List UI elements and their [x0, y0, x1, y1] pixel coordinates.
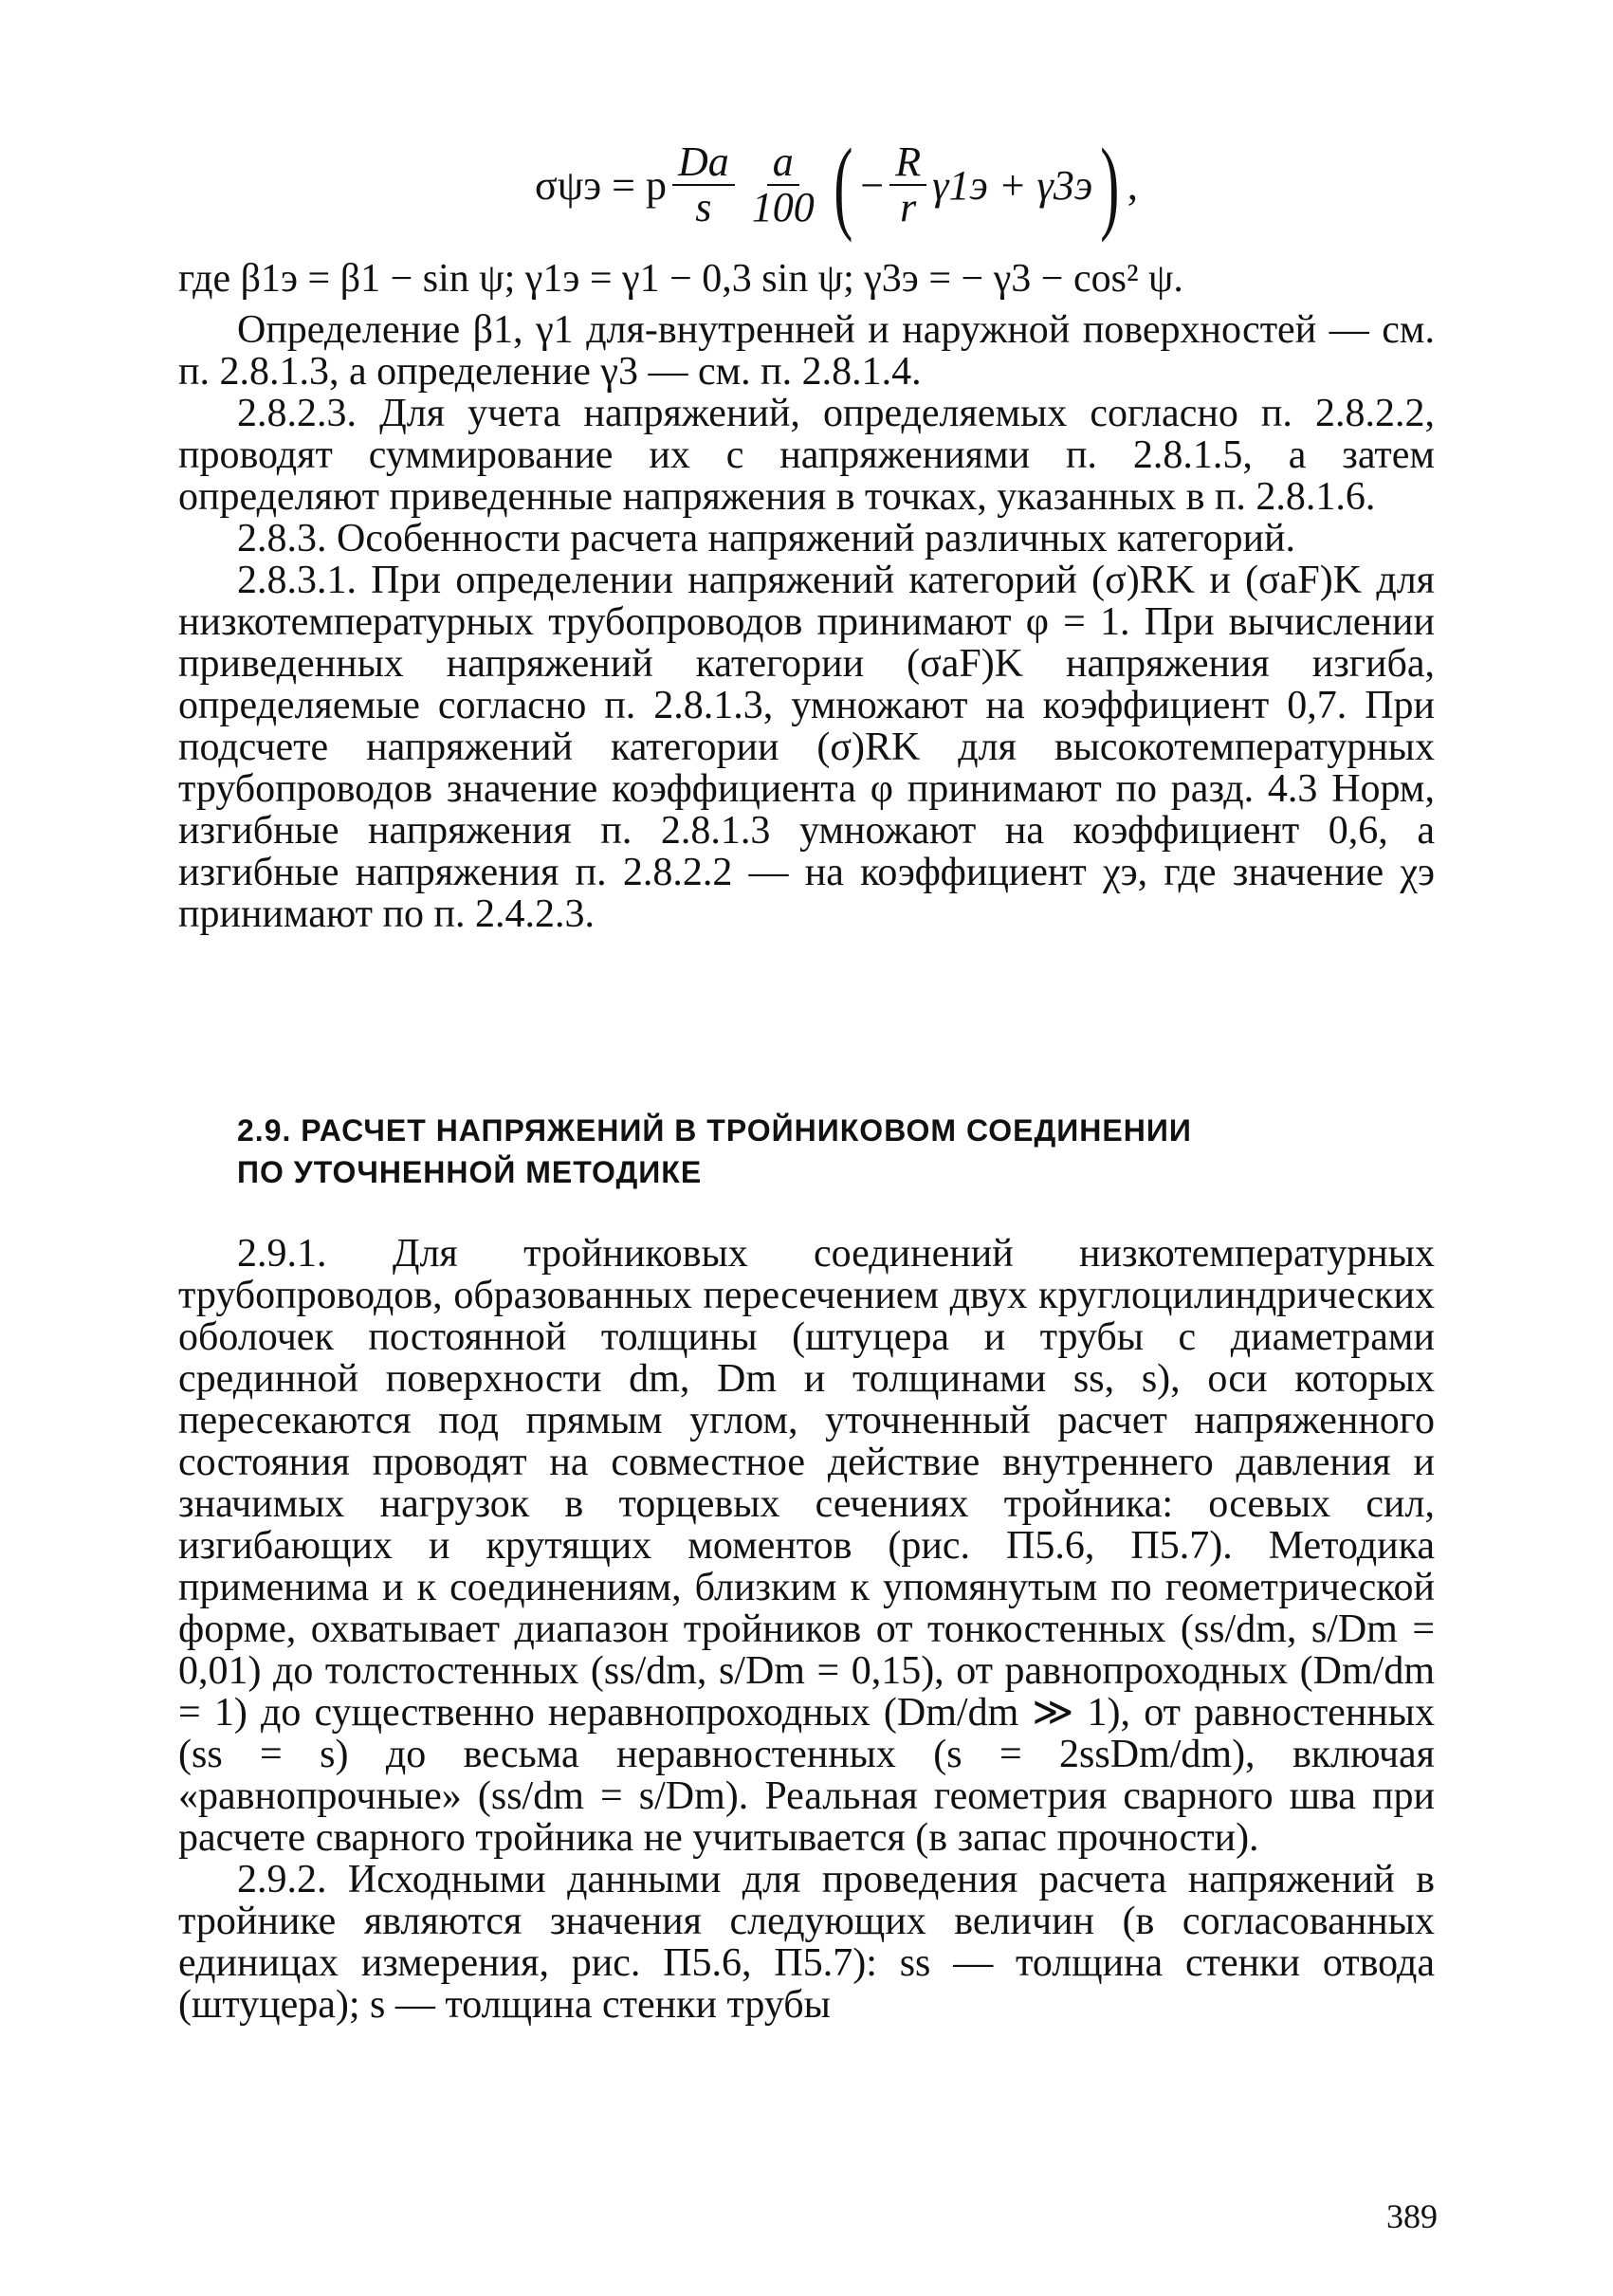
formula-fraction-r-r: [889, 140, 926, 230]
paragraph: 2.8.2.3. Для учета напряжений, определяемых согласно п. 2.8.2.2, проводят суммирование их с напряжениями п. 2.8.1.5, а затем определяют приведенные напряжения в точках, указанных в п. 2.8.1.6.: [178, 392, 1435, 519]
formula-fraction-a-100: [746, 140, 820, 230]
left-paren: (: [833, 127, 853, 244]
formula-tail: ,: [1127, 161, 1138, 209]
fraction-denominator: 100: [751, 184, 815, 231]
section-heading-line-2: ПО УТОЧНЕННОЙ МЕТОДИКЕ: [237, 1155, 703, 1189]
bottom-text-block: [178, 1233, 1435, 2026]
fraction-numerator: Da: [672, 140, 735, 186]
page-number: 389: [1386, 2197, 1438, 2235]
where-line: где β1э = β1 − sin ψ; γ1э = γ1 − 0,3 sin ψ; γ3э = − γ3 − cos² ψ.: [178, 257, 1183, 301]
paragraph: 2.8.3.1. При определении напряжений категорий (σ)RK и (σaF)K для низкотемпературных трубопроводов принимают φ = 1. При вычислении приведенных напряжений категории (σaF)K напряжения изгиба, определяемые согласно п. 2.8.1.3, умножают на коэффициент 0,7. При подсчете напряжений категории (σ)RK для высокотемпературных трубопроводов значение коэффициента φ принимают по разд. 4.3 Норм, изгибные напряжения п. 2.8.1.3 умножают на коэффициент 0,6, а изгибные напряжения п. 2.8.2.2 — на коэффициент χэ, где значение χэ принимают по п. 2.4.2.3.: [178, 559, 1435, 936]
fraction-denominator: s: [695, 184, 712, 231]
formula-fraction-da-s: [672, 140, 735, 230]
paragraph: Определение β1, γ1 для-внутренней и наружной поверхностей — см. п. 2.8.1.3, а определение γ3 — см. п. 2.8.1.4.: [178, 308, 1435, 394]
formula-inner-sign: −: [860, 161, 885, 209]
paragraph: 2.9.2. Исходными данными для проведения расчета напряжений в тройнике являются значения следующих величин (в согласованных единицах измерения, рис. П5.6, П5.7): ss — толщина стенки отвода (штуцера); s — толщина стенки трубы: [178, 1858, 1435, 2027]
fraction-numerator: R: [889, 140, 926, 186]
fraction-denominator: r: [900, 184, 917, 231]
paragraph: 2.9.1. Для тройниковых соединений низкотемпературных трубопроводов, образованных пересечением двух круглоцилиндрических оболочек постоянной толщины (штуцера и трубы с диаметрами срединной поверхности dm, Dm и толщинами ss, s), оси которых пересекаются под прямым углом, уточненный расчет напряженного состояния проводят на совместное действие внутреннего давления и значимых нагрузок в торцевых сечениях тройника: осевых сил, изгибающих и крутящих моментов (рис. П5.6, П5.7). Методика применима и к соединениям, близким к упомянутым по геометрической форме, охватывает диапазон тройников от тонкостенных (ss/dm, s/Dm = 0,01) до толстостенных (ss/dm, s/Dm = 0,15), от равнопроходных (Dm/dm = 1) до существенно неравнопроходных (Dm/dm ≫ 1), от равностенных (ss = s) до весьма неравностенных (s = 2ssDm/dm), включая «равнопрочные» (ss/dm = s/Dm). Реальная геометрия сварного шва при расчете сварного тройника не учитывается (в запас прочности).: [178, 1232, 1435, 1860]
section-heading: [237, 1110, 1432, 1193]
stress-formula: [535, 127, 1138, 244]
paragraph: 2.8.3. Особенности расчета напряжений различных категорий.: [237, 517, 1295, 560]
section-heading-line-1: 2.9. РАСЧЕТ НАПРЯЖЕНИЙ В ТРОЙНИКОВОМ СОЕДИНЕНИИ: [237, 1113, 1192, 1148]
fraction-numerator: a: [767, 140, 799, 186]
formula-inner-rhs: γ1э + γ3э: [932, 161, 1093, 209]
formula-lhs: σψэ = p: [535, 161, 667, 209]
right-paren: ): [1100, 127, 1120, 244]
top-text-block: [178, 258, 1435, 935]
